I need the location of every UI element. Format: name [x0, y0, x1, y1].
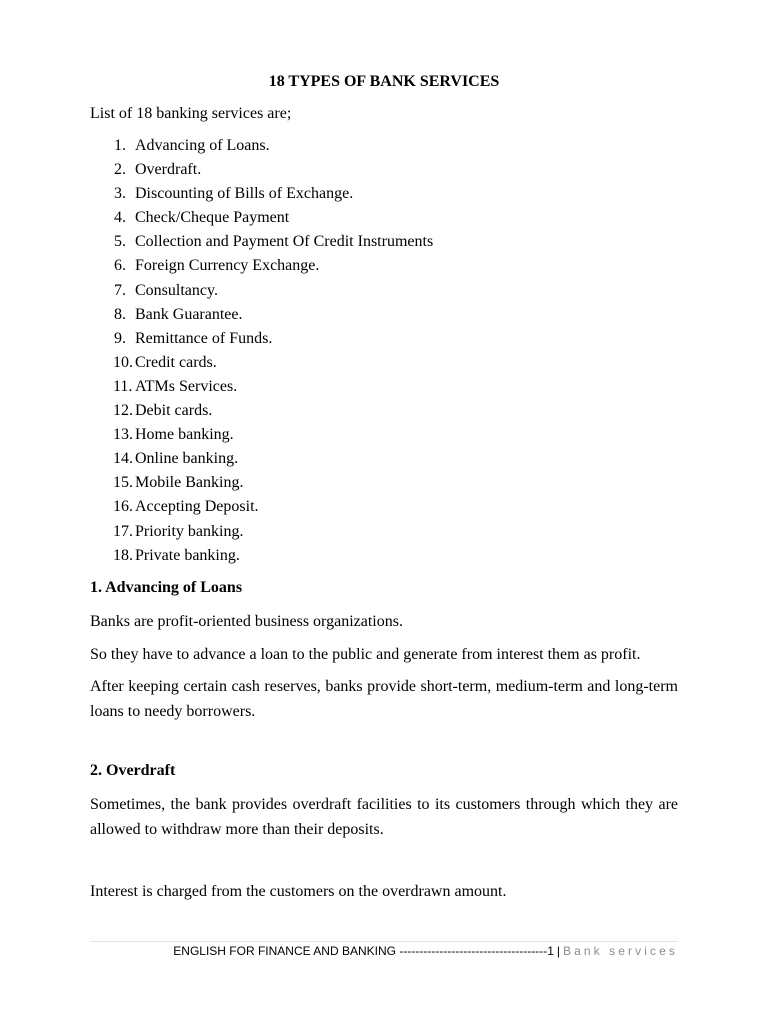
list-item-label: Consultancy.: [135, 281, 218, 299]
list-item-number: 3.: [114, 185, 126, 203]
section-paragraph: Sometimes, the bank provides overdraft facilities to its customers through which they are allowed to withdraw more than their deposits.: [90, 796, 678, 838]
list-item-label: Collection and Payment Of Credit Instruments: [135, 233, 434, 251]
list-item-label: Overdraft.: [135, 161, 202, 179]
list-item-label: ATMs Services.: [135, 377, 238, 395]
list-item-number: 1.: [114, 137, 126, 154]
list-item-number: 17.: [113, 522, 133, 540]
list-item-label: Private banking.: [135, 546, 240, 564]
document-title: 18 TYPES OF BANK SERVICES: [268, 73, 500, 90]
list-item-label: Credit cards.: [135, 353, 217, 371]
list-item-label: Priority banking.: [135, 522, 244, 540]
footer-course-title: ENGLISH FOR FINANCE AND BANKING -------------------------------------: [173, 944, 548, 958]
list-item-number: 5.: [114, 233, 126, 251]
list-item-label: Advancing of Loans.: [135, 137, 270, 154]
list-item-label: Accepting Deposit.: [135, 498, 259, 516]
list-item-label: Online banking.: [135, 450, 239, 468]
list-item-number: 6.: [114, 257, 126, 275]
list-item-number: 2.: [114, 161, 126, 179]
list-item-label: Discounting of Bills of Exchange.: [135, 185, 354, 203]
list-item-label: Debit cards.: [135, 402, 213, 420]
section-advancing-of-loans: [90, 578, 678, 724]
footer-separator: |: [556, 944, 560, 958]
list-item-number: 10.: [113, 353, 133, 371]
list-item-number: 8.: [114, 305, 126, 323]
list-item-number: 9.: [114, 329, 126, 347]
footer-page-number: 1: [547, 944, 554, 958]
list-item-label: Home banking.: [135, 426, 234, 444]
list-item-number: 11.: [113, 377, 133, 395]
section-paragraph: Interest is charged from the customers on the overdrawn amount.: [90, 883, 507, 900]
list-item-label: Foreign Currency Exchange.: [135, 257, 320, 275]
list-item-number: 14.: [113, 450, 133, 468]
section-heading: 1. Advancing of Loans: [90, 579, 243, 596]
section-paragraph: So they have to advance a loan to the public and generate from interest them as profit.: [90, 645, 641, 663]
list-item-number: 13.: [113, 426, 133, 444]
list-item-label: Check/Cheque Payment: [135, 209, 290, 227]
section-paragraph: After keeping certain cash reserves, banks provide short-term, medium-term and long-term loans to needy borrowers.: [90, 678, 678, 720]
list-item-label: Bank Guarantee.: [135, 305, 243, 323]
page-footer: [173, 944, 678, 958]
list-item-number: 4.: [114, 209, 126, 227]
intro-text: List of 18 banking services are;: [90, 105, 292, 122]
footer-document-name: Bank services: [563, 944, 678, 958]
list-item-number: 7.: [114, 281, 126, 299]
section-heading: 2. Overdraft: [90, 762, 176, 779]
section-paragraph: Banks are profit-oriented business organizations.: [90, 613, 403, 630]
list-item-label: Remittance of Funds.: [135, 329, 273, 347]
list-item-number: 12.: [113, 402, 133, 420]
list-item-label: Mobile Banking.: [135, 474, 244, 492]
list-item-number: 18.: [113, 546, 133, 564]
footer-divider: [90, 941, 678, 942]
list-item-number: 15.: [113, 474, 133, 492]
list-item-number: 16.: [113, 498, 133, 516]
section-overdraft: [90, 761, 678, 905]
